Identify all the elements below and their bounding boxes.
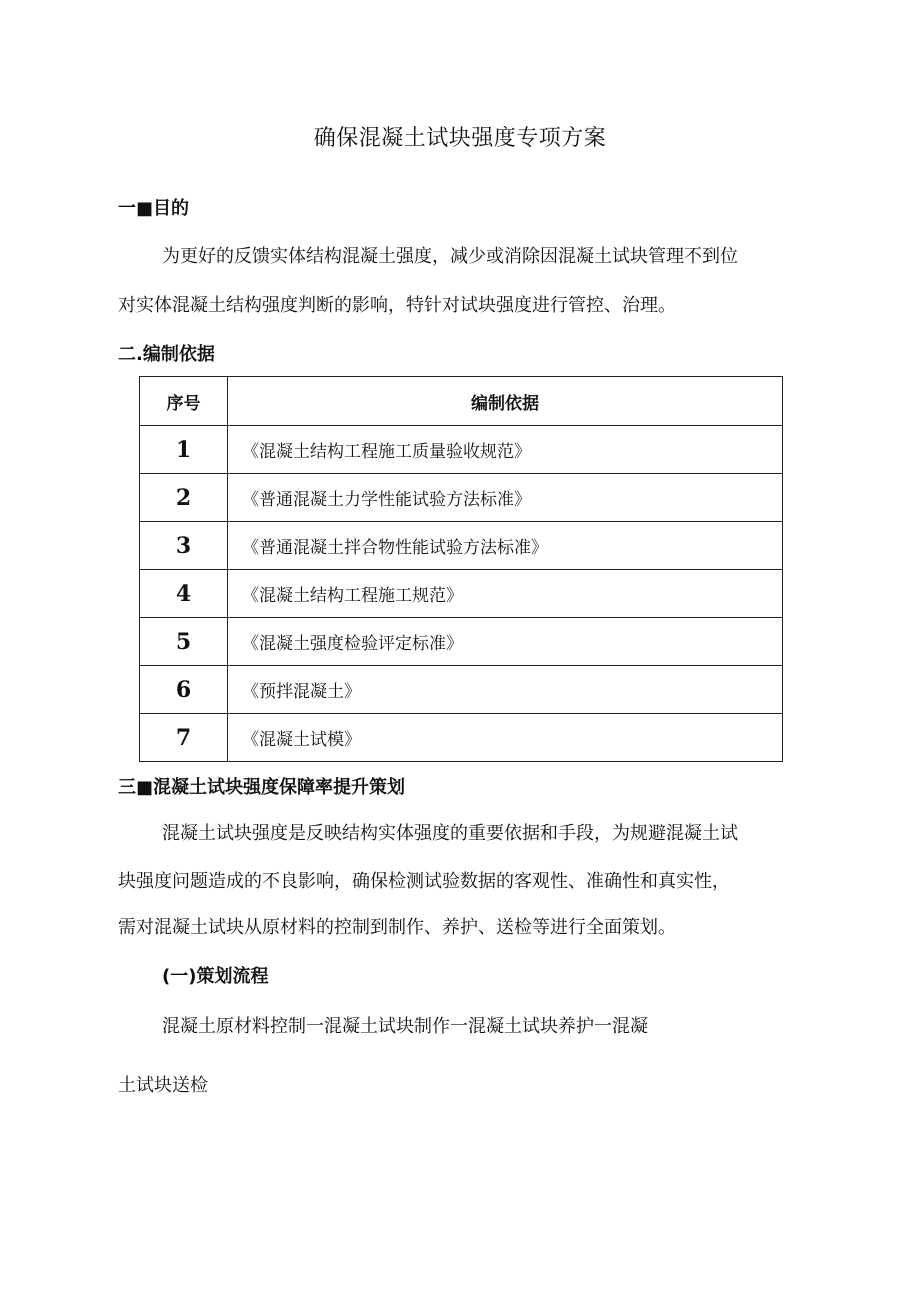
row-number: 4 (140, 570, 228, 618)
row-number: 6 (140, 666, 228, 714)
paragraph-line: 混凝土试块强度是反映结构实体强度的重要依据和手段，为规避混凝土试 (162, 823, 738, 844)
section-heading-purpose: 一■目的 (118, 198, 190, 219)
row-basis-name: 《混凝土结构工程施工质量验收规范》 (228, 426, 783, 474)
subsection-heading-process: (一)策划流程 (162, 966, 269, 987)
column-header-number: 序号 (140, 377, 228, 426)
row-basis-name: 《混凝土试模》 (228, 714, 783, 762)
paragraph-line: 土试块送检 (118, 1075, 208, 1096)
paragraph-line: 对实体混凝土结构强度判断的影响，特针对试块强度进行管控、治理。 (118, 295, 676, 316)
paragraph-line: 块强度问题造成的不良影响，确保检测试验数据的客观性、准确性和真实性， (118, 871, 730, 892)
table-row (140, 570, 783, 618)
row-number: 2 (140, 474, 228, 522)
row-number: 3 (140, 522, 228, 570)
column-header-basis: 编制依据 (228, 377, 783, 426)
row-basis-name: 《预拌混凝土》 (228, 666, 783, 714)
table-row (140, 522, 783, 570)
row-basis-name: 《混凝土强度检验评定标准》 (228, 618, 783, 666)
row-number: 1 (140, 426, 228, 474)
basis-table (139, 376, 783, 762)
row-number: 5 (140, 618, 228, 666)
row-number: 7 (140, 714, 228, 762)
section-heading-basis: 二.编制依据 (118, 344, 215, 365)
row-basis-name: 《普通混凝土力学性能试验方法标准》 (228, 474, 783, 522)
table-row (140, 618, 783, 666)
section-heading-plan: 三■混凝土试块强度保障率提升策划 (118, 777, 406, 798)
table-row (140, 714, 783, 762)
table-row (140, 426, 783, 474)
table-row (140, 474, 783, 522)
table-row (140, 666, 783, 714)
paragraph-line: 需对混凝土试块从原材料的控制到制作、养护、送检等进行全面策划。 (118, 917, 676, 938)
paragraph-line: 混凝土原材料控制一混凝土试块制作一混凝土试块养护一混凝 (162, 1016, 648, 1037)
row-basis-name: 《混凝土结构工程施工规范》 (228, 570, 783, 618)
document-title: 确保混凝土试块强度专项方案 (313, 126, 607, 151)
paragraph-line: 为更好的反馈实体结构混凝土强度，减少或消除因混凝土试块管理不到位 (162, 246, 738, 267)
row-basis-name: 《普通混凝土拌合物性能试验方法标准》 (228, 522, 783, 570)
table-header-row (140, 377, 783, 426)
